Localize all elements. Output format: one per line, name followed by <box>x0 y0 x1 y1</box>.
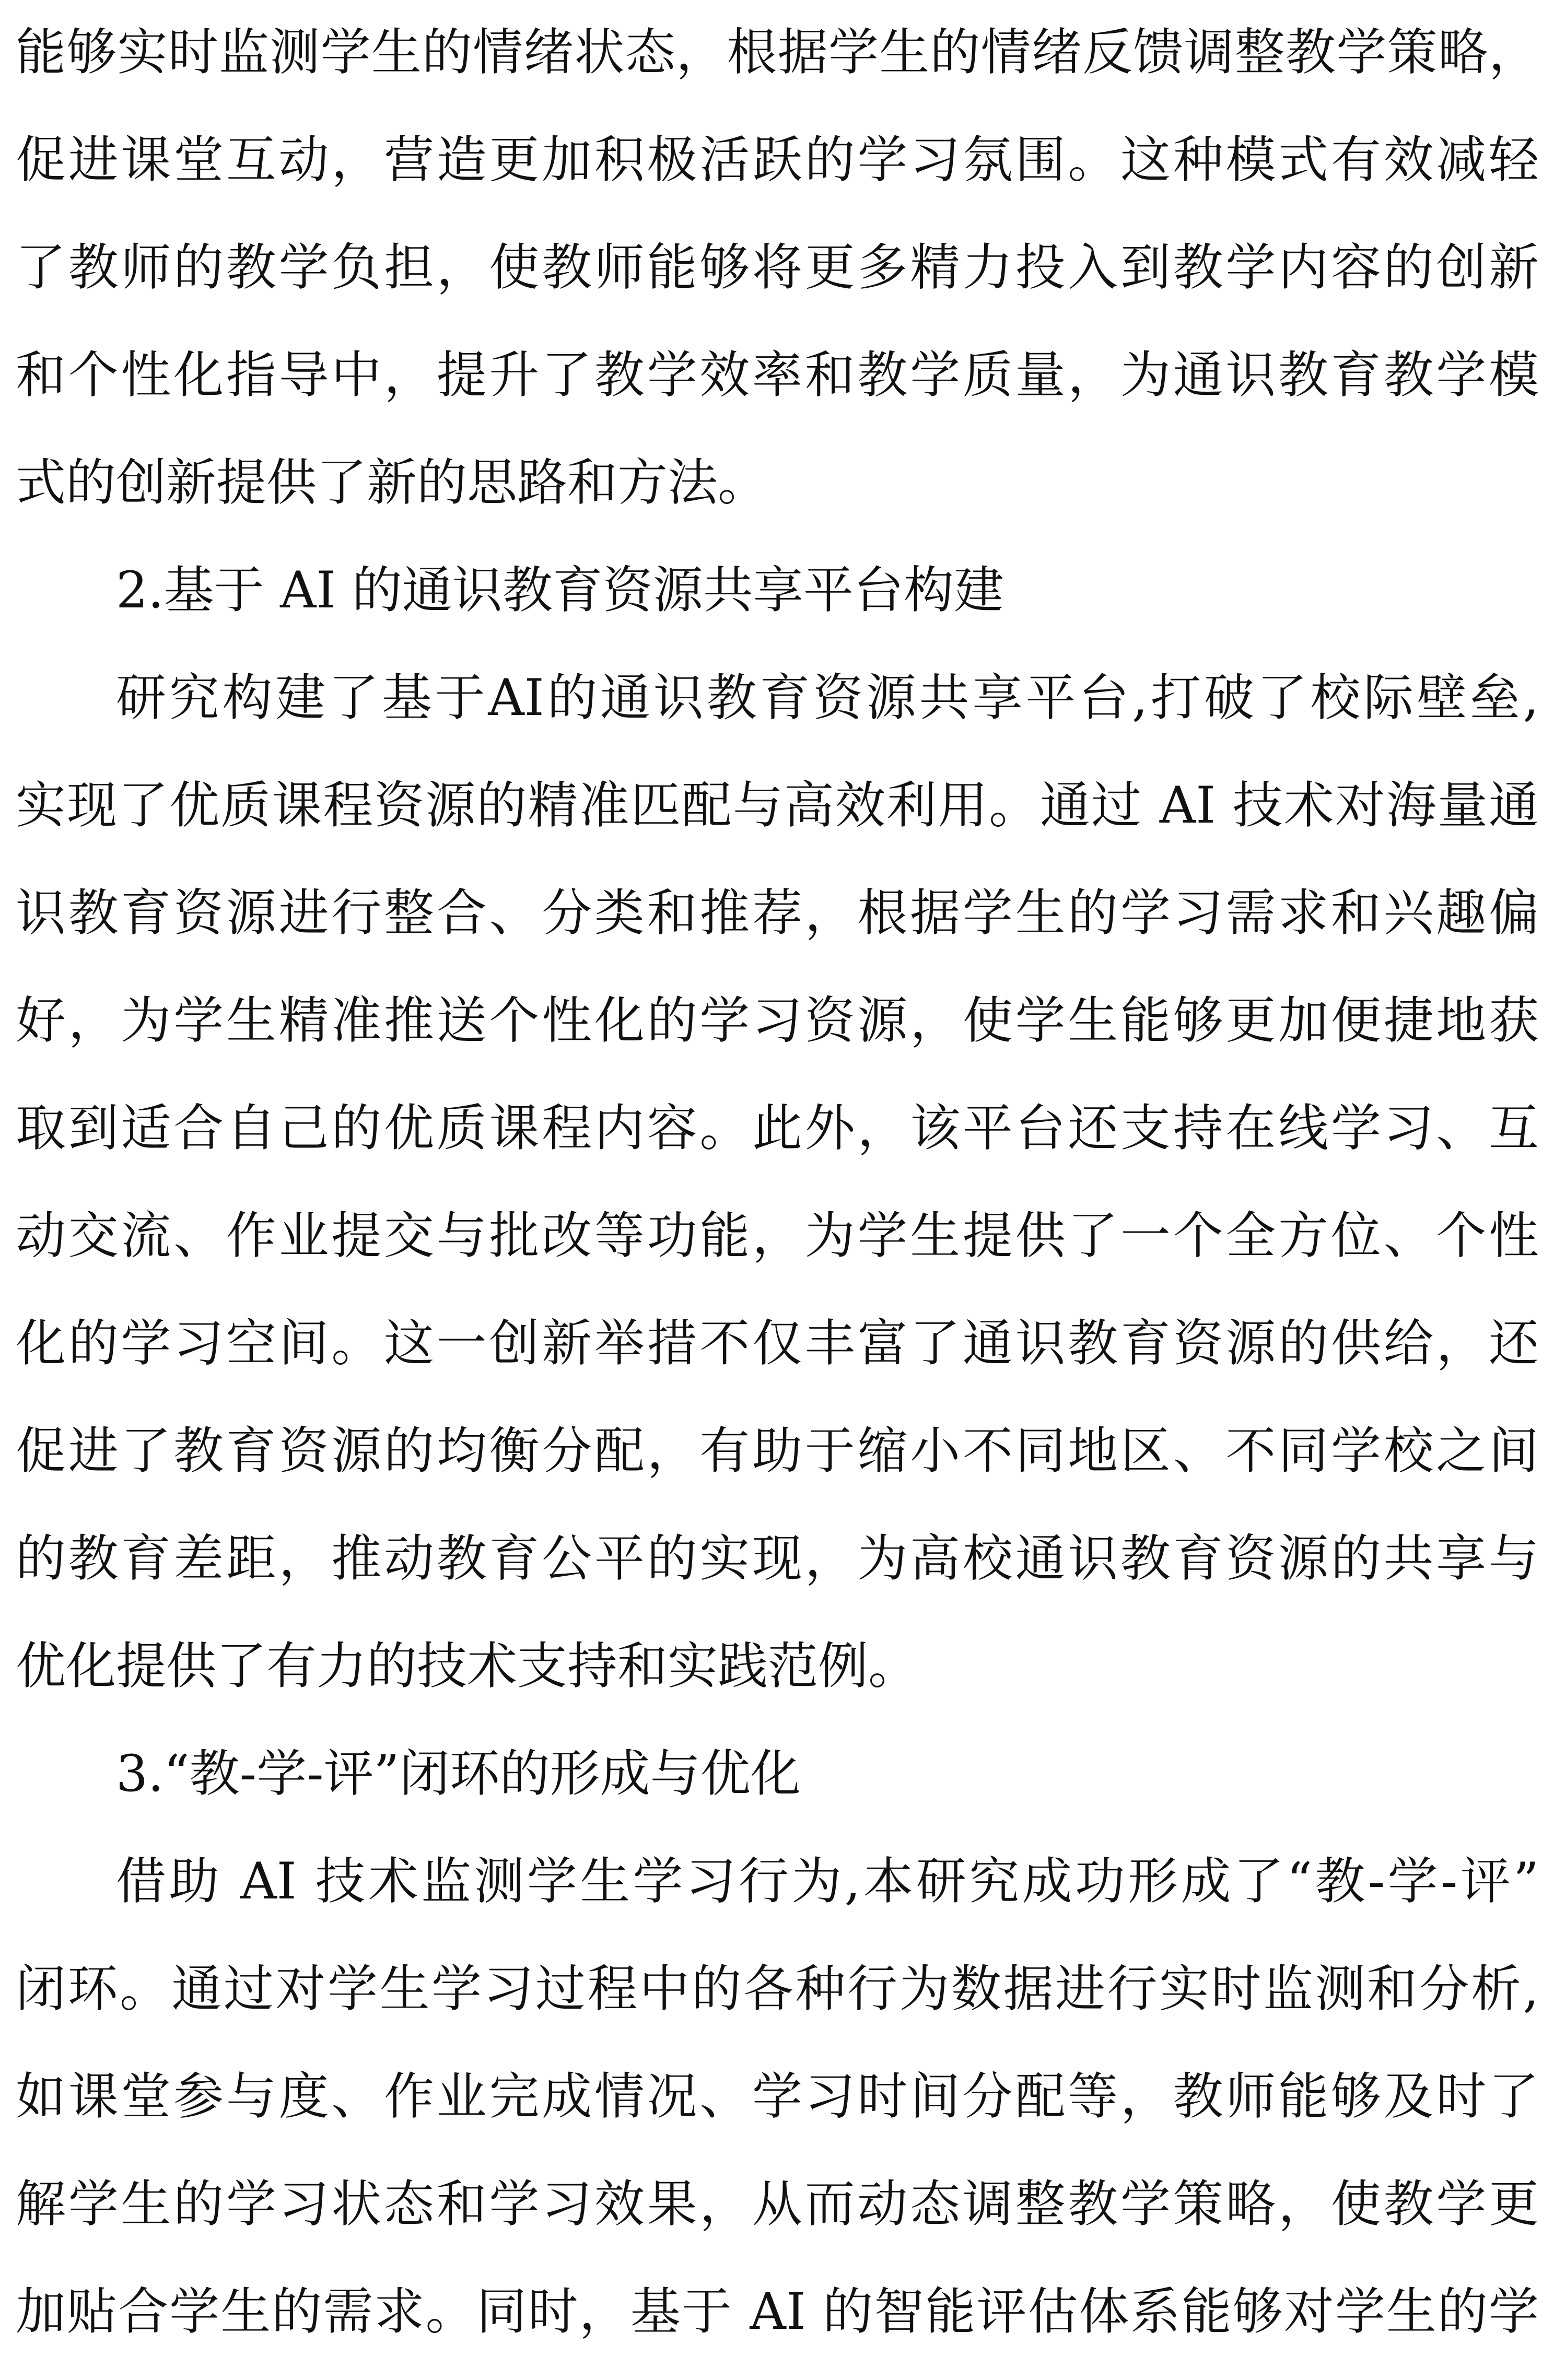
paragraph-line: 式的创新提供了新的思路和方法。 <box>16 453 768 512</box>
paragraph-line: 研究构建了基于AI的通识教育资源共享平台,打破了校际壁垒, <box>116 669 1539 727</box>
section-heading: 3.“教-学-评”闭环的形成与优化 <box>116 1744 801 1803</box>
paragraph-line: 的教育差距，推动教育公平的实现，为高校通识教育资源的共享与 <box>16 1529 1539 1588</box>
paragraph-line: 取到适合自己的优质课程内容。此外，该平台还支持在线学习、互 <box>16 1099 1539 1157</box>
paragraph-line: 化的学习空间。这一创新举措不仅丰富了通识教育资源的供给，还 <box>16 1314 1539 1373</box>
document-page <box>16 0 1539 2380</box>
paragraph-line: 闭环。通过对学生学习过程中的各种行为数据进行实时监测和分析, <box>16 1960 1539 2018</box>
paragraph-line: 识教育资源进行整合、分类和推荐，根据学生的学习需求和兴趣偏 <box>16 884 1539 942</box>
paragraph-line: 促进课堂互动，营造更加积极活跃的学习氛围。这种模式有效减轻 <box>16 131 1539 189</box>
paragraph-line: 实现了优质课程资源的精准匹配与高效利用。通过 AI 技术对海量通 <box>16 776 1539 835</box>
paragraph-line: 加贴合学生的需求。同时，基于 AI 的智能评估体系能够对学生的学 <box>16 2282 1539 2341</box>
paragraph-line: 如课堂参与度、作业完成情况、学习时间分配等，教师能够及时了 <box>16 2067 1539 2126</box>
paragraph-line: 好，为学生精准推送个性化的学习资源，使学生能够更加便捷地获 <box>16 991 1539 1050</box>
paragraph-line: 和个性化指导中，提升了教学效率和教学质量，为通识教育教学模 <box>16 346 1539 404</box>
paragraph-line: 优化提供了有力的技术支持和实践范例。 <box>16 1637 918 1695</box>
section-heading: 2.基于 AI 的通识教育资源共享平台构建 <box>116 561 1004 619</box>
paragraph-line: 促进了教育资源的均衡分配，有助于缩小不同地区、不同学校之间 <box>16 1422 1539 1480</box>
paragraph-line: 借助 AI 技术监测学生学习行为,本研究成功形成了“教-学-评” <box>116 1852 1539 1910</box>
paragraph-line: 能够实时监测学生的情绪状态，根据学生的情绪反馈调整教学策略， <box>16 23 1539 81</box>
paragraph-line: 解学生的学习状态和学习效果，从而动态调整教学策略，使教学更 <box>16 2175 1539 2233</box>
paragraph-line: 了教师的教学负担，使教师能够将更多精力投入到教学内容的创新 <box>16 238 1539 297</box>
paragraph-line: 动交流、作业提交与批改等功能，为学生提供了一个全方位、个性 <box>16 1206 1539 1265</box>
